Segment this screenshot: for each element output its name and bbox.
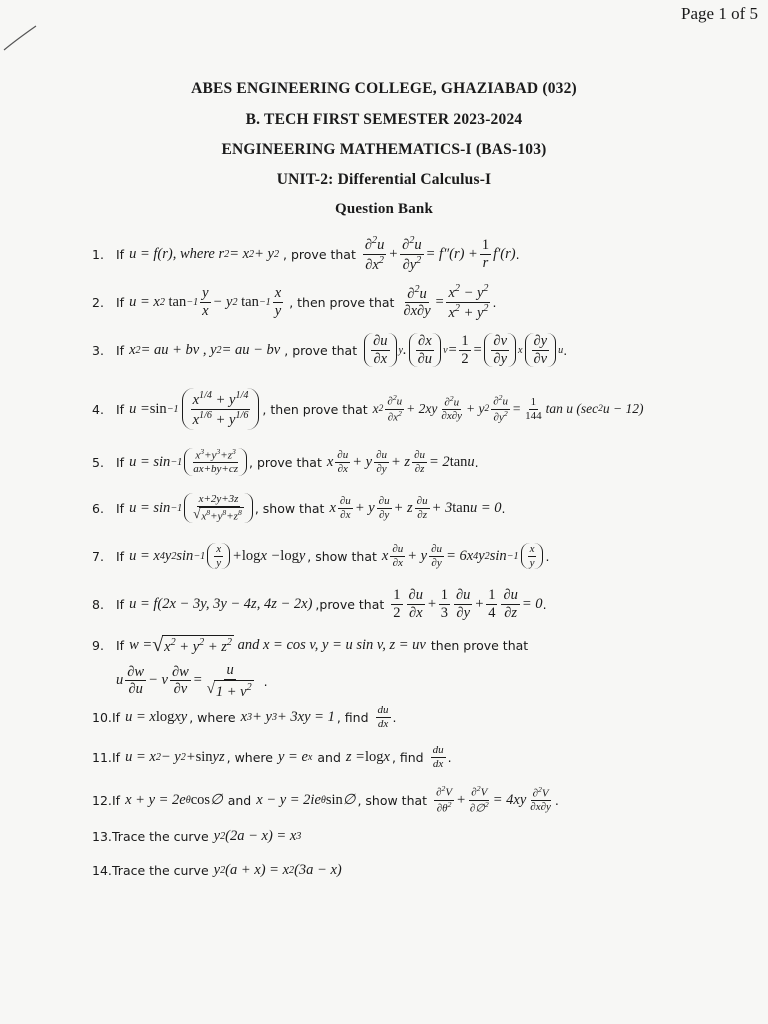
equation: x $\frac{\partial u}{\partial x}$ + y $\frac{\partial u}{\partial y}$ = 6x 4 y 2 sin −1 $\frac{x}{y}$: [382, 543, 546, 569]
equation: x + y = 2e θ cos ∅: [125, 791, 223, 808]
question-1: 1. If u = f(r), where r 2 = x 2 + y 2 , prove that $\frac{\partial^2u}{\partial x^2}$ + $\frac{\partial^2u}{\partial y^2}$ = f″(r) + $\frac{1}{r}$ f′(r) .: [92, 235, 520, 273]
question-14: 14. Trace the curve y 2 (a + x) = x 2 (3a − x): [92, 861, 342, 878]
equation: $\frac{\partial u}{\partial x}$ y . $\frac{\partial x}{\partial u}$ v = $\frac{1}{2}$ = $\frac{\partial v}{\partial y}$ x $\frac{\partial y}{\partial v}$ u: [362, 333, 563, 367]
college-title: ABES ENGINEERING COLLEGE, GHAZIABAD (032): [191, 80, 577, 97]
question-6: 6. If u = sin −1 x+2y+3z √ $x^8+y^8+z^8$ , show that x $\frac{\partial u}{\partial x}$ + y $\frac{\partial u}{\partial y}$ + z $\frac{\partial u}{\partial z}$ + 3 tan u = 0 .: [92, 493, 506, 523]
equation: $\frac{\partial^2V}{\partial\theta^2}$ + $\frac{\partial^2V}{\partial\emptyset^2}$ = 4xy $\frac{\partial^2V}{\partial x\partial y}$: [436, 784, 551, 815]
question-4: 4. If u = sin −1 $\frac{x^{1/4} + y^{1/4}}{x^{1/6} + y^{1/6}}$ , then prove that x 2 $\frac{\partial^2u}{\partial x^2}$ + 2xy $\frac{\partial^2u}{\partial x\partial y}$ + y 2 $\frac{\partial^2u}{\partial y^2}$ = $\frac{1}{144}$ tan u (sec 2 u − 12): [92, 376, 708, 442]
equation: x 3 + y 3 + 3xy = 1: [240, 708, 335, 725]
question-13: 13. Trace the curve y 2 (2a − x) = x 3: [92, 827, 302, 844]
page-number: Page 1 of 5: [681, 4, 758, 23]
question-2: 2. If u = x 2 tan −1 $\frac{y}{x}$ − y 2 tan −1 $\frac{x}{y}$ , then prove that $\frac{\partial^2u}{\partial x\partial y}$ = $\frac{x^2 - y^2}{x^2 + y^2}$ .: [92, 283, 497, 321]
equation: x $\frac{\partial u}{\partial x}$ + y $\frac{\partial u}{\partial y}$ + z $\frac{\partial u}{\partial z}$ + 3 tan u = 0: [329, 494, 502, 521]
question-3: 3. If x 2 = au + bv , y 2 = au − bv , prove that $\frac{\partial u}{\partial x}$ y . $\frac{\partial x}{\partial u}$ v = $\frac{1}{2}$ = $\frac{\partial v}{\partial y}$ x $\frac{\partial y}{\partial v}$ u .: [92, 332, 568, 367]
section-title: Question Bank: [334, 201, 434, 217]
equation: $\frac{\partial^2u}{\partial x\partial y}$ = $\frac{x^2 - y^2}{x^2 + y^2}$: [403, 283, 489, 321]
equation: x 2 = au + bv , y 2 = au − bv: [129, 341, 281, 358]
question-9-equation: u $\frac{\partial w}{\partial u}$ − v $\frac{\partial w}{\partial v}$ = u √ $1 + v^2$ .: [116, 661, 268, 700]
equation: x 2 $\frac{\partial^2u}{\partial x^2}$ + 2xy $\frac{\partial^2u}{\partial x\partial y}$ + y 2 $\frac{\partial^2u}{\partial y^2}$ = $\frac{1}{144}$ tan u (sec 2 u − 12): [372, 393, 644, 424]
question-8: 8. If u = f(2x − 3y, 3y − 4z, 4z − 2x) ,prove that $\frac{1}{2}$ $\frac{\partial u}{\partial x}$ + $\frac{1}{3}$ $\frac{\partial u}{\partial y}$ + $\frac{1}{4}$ $\frac{\partial u}{\partial z}$ = 0 .: [92, 586, 547, 621]
equation: u = sin −1 $\frac{x^{1/4} + y^{1/4}}{x^{1/6} + y^{1/6}}$: [129, 388, 262, 430]
equation: y 2 (a + x) = x 2 (3a − x): [213, 861, 342, 878]
equation: u = f(r), where r 2 = x 2 + y 2: [129, 245, 280, 262]
question-12: 12. If x + y = 2e θ cos ∅ and x − y = 2ie θ sin ∅ , show that $\frac{\partial^2V}{\partial\theta^2}$ + $\frac{\partial^2V}{\partial\emptyset^2}$ = 4xy $\frac{\partial^2V}{\partial x\partial y}$ .: [92, 784, 559, 815]
question-11: 11. If u = x 2 − y 2 + sin yz , where y = e x and z = log x , find $\frac{du}{dx}$ .: [92, 743, 452, 770]
equation: $\frac{du}{dx}$: [432, 743, 444, 770]
equation: z = log x: [345, 748, 390, 765]
question-5: 5. If u = sin −1 $\frac{x^3+y^3+z^3}{ax+by+cz}$ , prove that x $\frac{\partial u}{\partial x}$ + y $\frac{\partial u}{\partial y}$ + z $\frac{\partial u}{\partial z}$ = 2 tan u .: [92, 447, 479, 476]
equation: x $\frac{\partial u}{\partial x}$ + y $\frac{\partial u}{\partial y}$ + z $\frac{\partial u}{\partial z}$ = 2 tan u: [326, 448, 475, 475]
question-9: 9. If w = √ $x^2 + y^2 + z^2$ and x = cos v, y = u sin v, z = uv then prove that: [92, 633, 529, 656]
question-7: 7. If u = x 4 y 2 sin −1 $\frac{x}{y}$ + log x − log y , show that x $\frac{\partial u}{\partial x}$ + y $\frac{\partial u}{\partial y}$ = 6x 4 y 2 sin −1 $\frac{x}{y}$ .: [92, 542, 550, 569]
equation: u = x log xy: [125, 708, 188, 725]
equation: w = √ $x^2 + y^2 + z^2$ and x = cos v, y = u sin v, z = uv: [129, 633, 426, 656]
equation: u = sin −1 x+2y+3z √ $x^8+y^8+z^8$: [129, 493, 255, 523]
equation: $\frac{du}{dx}$: [377, 703, 389, 730]
equation: u $\frac{\partial w}{\partial u}$ − v $\frac{\partial w}{\partial v}$ = u √ $1 + v^2$: [116, 661, 252, 700]
equation: u = sin −1 $\frac{x^3+y^3+z^3}{ax+by+cz}$: [129, 448, 249, 476]
equation: $\frac{1}{2}$ $\frac{\partial u}{\partial x}$ + $\frac{1}{3}$ $\frac{\partial u}{\partial y}$ + $\frac{1}{4}$ $\frac{\partial u}{\partial z}$ = 0: [393, 586, 543, 621]
equation: u = x 2 tan −1 $\frac{y}{x}$ − y 2 tan −1 $\frac{x}{y}$: [129, 284, 282, 319]
equation: y = e x: [277, 748, 313, 765]
equation: u = x 2 − y 2 + sin yz: [125, 748, 225, 765]
unit-title: UNIT-2: Differential Calculus-I: [276, 171, 492, 188]
semester-title: B. TECH FIRST SEMESTER 2023-2024: [245, 111, 523, 128]
equation: x − y = 2ie θ sin ∅: [256, 791, 356, 808]
question-10: 10. If u = x log xy , where x 3 + y 3 + 3xy = 1 , find $\frac{du}{dx}$ .: [92, 703, 397, 730]
equation: $\frac{\partial^2u}{\partial x^2}$ + $\frac{\partial^2u}{\partial y^2}$ = f″(r) + $\frac{1}{r}$ f′(r): [364, 235, 516, 273]
subject-title: ENGINEERING MATHEMATICS-I (BAS-103): [221, 141, 547, 158]
equation: u = f(2x − 3y, 3y − 4z, 4z − 2x): [129, 595, 313, 612]
equation: u = x 4 y 2 sin −1 $\frac{x}{y}$ + log x − log y: [129, 542, 306, 569]
pen-mark: [2, 24, 38, 52]
equation: y 2 (2a − x) = x 3: [213, 827, 302, 844]
